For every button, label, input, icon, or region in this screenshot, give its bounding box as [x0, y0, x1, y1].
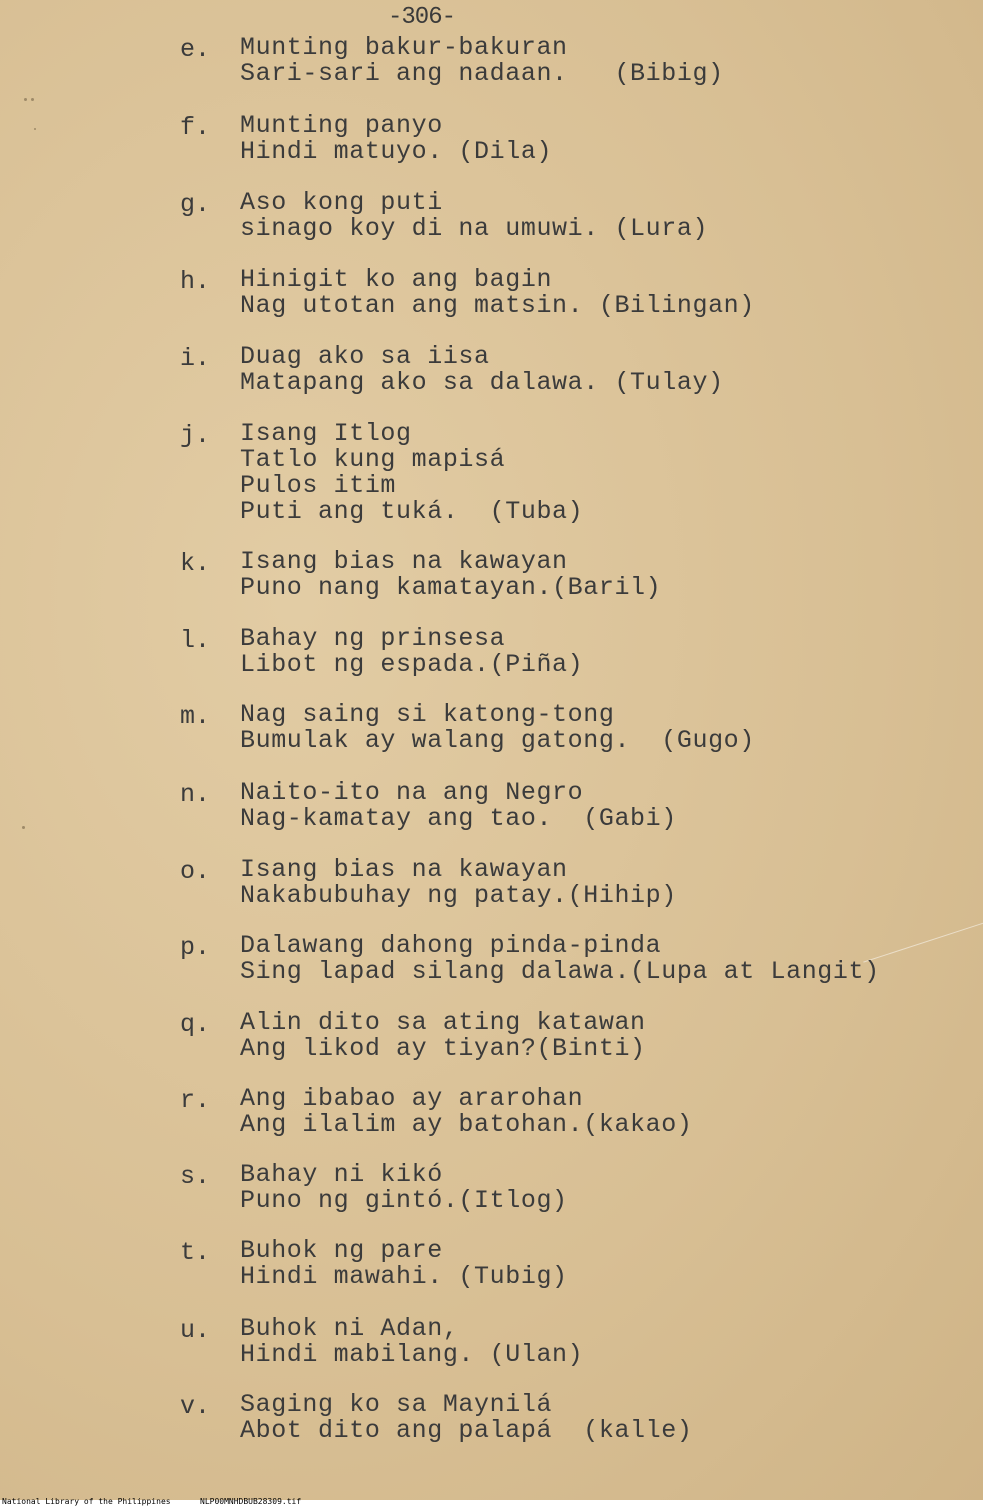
riddle-line: Bahay ni kikó — [240, 1160, 443, 1189]
riddle-text — [240, 780, 677, 832]
riddle-line: Matapang ako sa dalawa. (Tulay) — [240, 368, 724, 397]
riddle-text — [240, 1010, 646, 1062]
riddle-line: Pulos itim — [240, 471, 397, 500]
riddle-letter: n. — [180, 780, 211, 809]
paper-speck — [24, 98, 27, 101]
riddle-letter: s. — [180, 1162, 211, 1191]
riddle-line: Nag saing si katong-tong — [240, 700, 615, 729]
riddle-letter: v. — [180, 1392, 211, 1421]
riddle-line: Bahay ng prinsesa — [240, 624, 506, 653]
riddle-line: Puti ang tuká. (Tuba) — [240, 497, 584, 526]
riddle-line: Duag ako sa iisa — [240, 342, 490, 371]
riddle-letter: e. — [180, 35, 211, 64]
riddle-line: Buhok ni Adan, — [240, 1314, 459, 1343]
riddle-line: Tatlo kung mapisá — [240, 445, 506, 474]
riddle-letter: i. — [180, 344, 211, 373]
riddle-line: Naito-ito na ang Negro — [240, 778, 584, 807]
riddle-text — [240, 113, 552, 165]
riddle-line: Aso kong puti — [240, 188, 443, 217]
riddle-letter: t. — [180, 1238, 211, 1267]
footer-file-name: NLP00MNHDBUB28309.tif — [200, 1497, 302, 1506]
riddle-line: Hindi mawahi. (Tubig) — [240, 1262, 568, 1291]
riddle-text — [240, 1392, 692, 1444]
riddle-line: Bumulak ay walang gatong. (Gugo) — [240, 726, 755, 755]
riddle-line: Nag-kamatay ang tao. (Gabi) — [240, 804, 677, 833]
riddle-line: Munting panyo — [240, 111, 443, 140]
riddle-text — [240, 267, 755, 319]
riddle-letter: g. — [180, 190, 211, 219]
riddle-text — [240, 549, 661, 601]
riddle-letter: f. — [180, 113, 211, 142]
riddle-line: Puno ng gintó.(Itlog) — [240, 1186, 568, 1215]
riddle-line: Isang Itlog — [240, 419, 412, 448]
riddle-line: Sari-sari ang nadaan. (Bibig) — [240, 59, 724, 88]
riddle-line: Buhok ng pare — [240, 1236, 443, 1265]
riddle-text — [240, 1238, 568, 1290]
riddle-line: Ang ilalim ay batohan.(kakao) — [240, 1110, 693, 1139]
riddle-letter: m. — [180, 702, 211, 731]
riddle-line: Nakabubuhay ng patay.(Hihip) — [240, 881, 677, 910]
riddle-text — [240, 702, 755, 754]
paper-crease — [863, 918, 983, 962]
riddle-letter: u. — [180, 1316, 211, 1345]
riddle-text — [240, 933, 880, 985]
riddle-line: Munting bakur-bakuran — [240, 33, 568, 62]
riddle-letter: k. — [180, 549, 211, 578]
riddle-letter: l. — [180, 626, 211, 655]
riddle-line: Hinigit ko ang bagin — [240, 265, 553, 294]
riddle-letter: o. — [180, 857, 211, 886]
riddle-text — [240, 35, 724, 87]
riddle-line: Saging ko sa Maynilá — [240, 1390, 553, 1419]
riddle-text — [240, 421, 583, 525]
riddle-letter: r. — [180, 1086, 211, 1115]
riddle-text — [240, 626, 583, 678]
riddle-line: Libot ng espada.(Piña) — [240, 650, 584, 679]
page-number: -306- — [388, 4, 456, 31]
riddle-letter: j. — [180, 421, 211, 450]
paper-speck — [34, 128, 36, 130]
riddle-line: Ang likod ay tiyan?(Binti) — [240, 1034, 646, 1063]
footer-library-name: National Library of the Philippines — [2, 1497, 171, 1506]
riddle-text — [240, 857, 677, 909]
riddle-line: Hindi matuyo. (Dila) — [240, 137, 553, 166]
riddle-text — [240, 1162, 568, 1214]
riddle-text — [240, 1316, 583, 1368]
scan-footer — [0, 1497, 983, 1508]
riddle-line: Hindi mabilang. (Ulan) — [240, 1340, 584, 1369]
riddle-text — [240, 344, 724, 396]
riddle-text — [240, 1086, 692, 1138]
riddle-line: Isang bias na kawayan — [240, 547, 568, 576]
riddle-line: Abot dito ang palapá (kalle) — [240, 1416, 693, 1445]
riddle-text — [240, 190, 708, 242]
paper-speck — [22, 826, 25, 829]
riddle-letter: h. — [180, 267, 211, 296]
riddle-line: sinago koy di na umuwi. (Lura) — [240, 214, 709, 243]
riddle-line: Alin dito sa ating katawan — [240, 1008, 646, 1037]
riddle-line: Nag utotan ang matsin. (Bilingan) — [240, 291, 755, 320]
riddle-line: Dalawang dahong pinda-pinda — [240, 931, 662, 960]
riddle-line: Sing lapad silang dalawa.(Lupa at Langit) — [240, 957, 880, 986]
paper-speck — [31, 98, 34, 101]
riddle-line: Ang ibabao ay ararohan — [240, 1084, 584, 1113]
riddle-line: Puno nang kamatayan.(Baril) — [240, 573, 662, 602]
riddle-line: Isang bias na kawayan — [240, 855, 568, 884]
riddle-letter: p. — [180, 933, 211, 962]
riddle-letter: q. — [180, 1010, 211, 1039]
